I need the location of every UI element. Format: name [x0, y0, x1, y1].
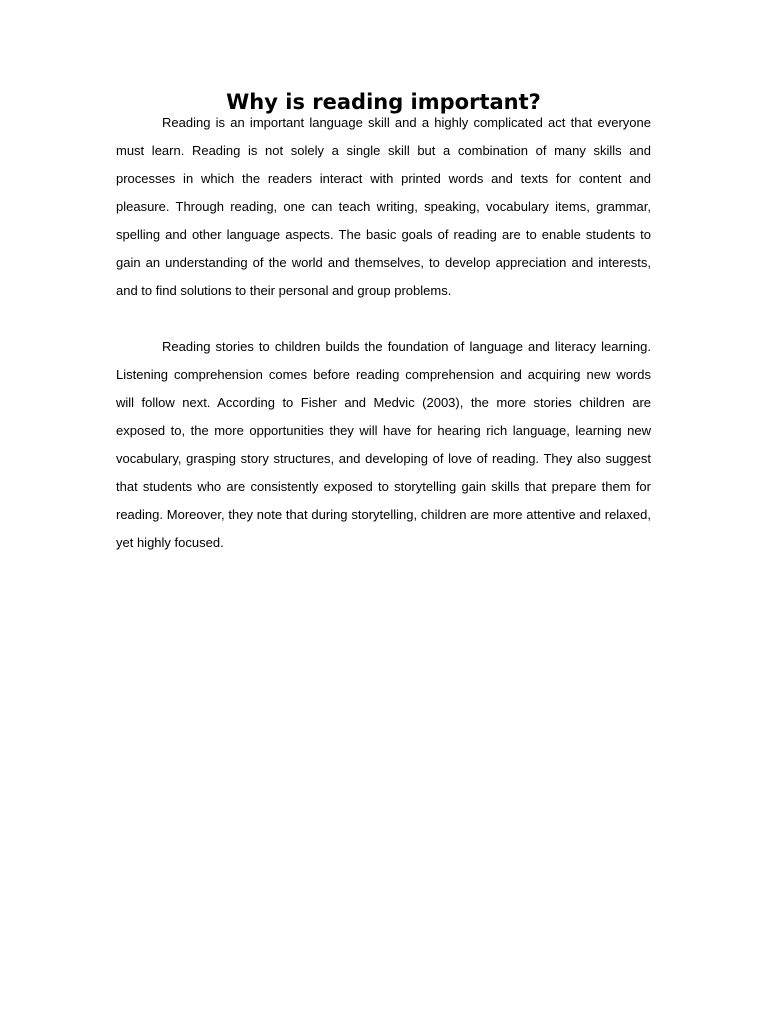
paragraph-reading-stories: Reading stories to children builds the foundation of language and literacy learning. Listening comprehension comes before reading comprehension and acquiring new words will follow next. According to Fisher and Medvic (2003), the more stories children are exposed to, the more opportunities they will have for hearing rich language, learning new vocabulary, grasping story structures, and developing of love of reading. They also suggest that students who are consistently exposed to storytelling gain skills that prepare them for reading. Moreover, they note that during storytelling, children are more attentive and relaxed, yet highly focused. — [116, 339, 651, 550]
paragraph-reading-skills: Reading is an important language skill and a highly complicated act that everyone must learn. Reading is not solely a single skill but a combination of many skills and processes in which the readers interact with printed words and texts for content and pleasure. Through reading, one can teach writing, speaking, vocabulary items, grammar, spelling and other language aspects. The basic goals of reading are to enable students to gain an understanding of the world and themselves, to develop appreciation and interests, and to find solutions to their personal and group problems. — [116, 115, 651, 298]
document-body — [116, 88, 651, 557]
document-title: Why is reading important? — [226, 90, 541, 114]
